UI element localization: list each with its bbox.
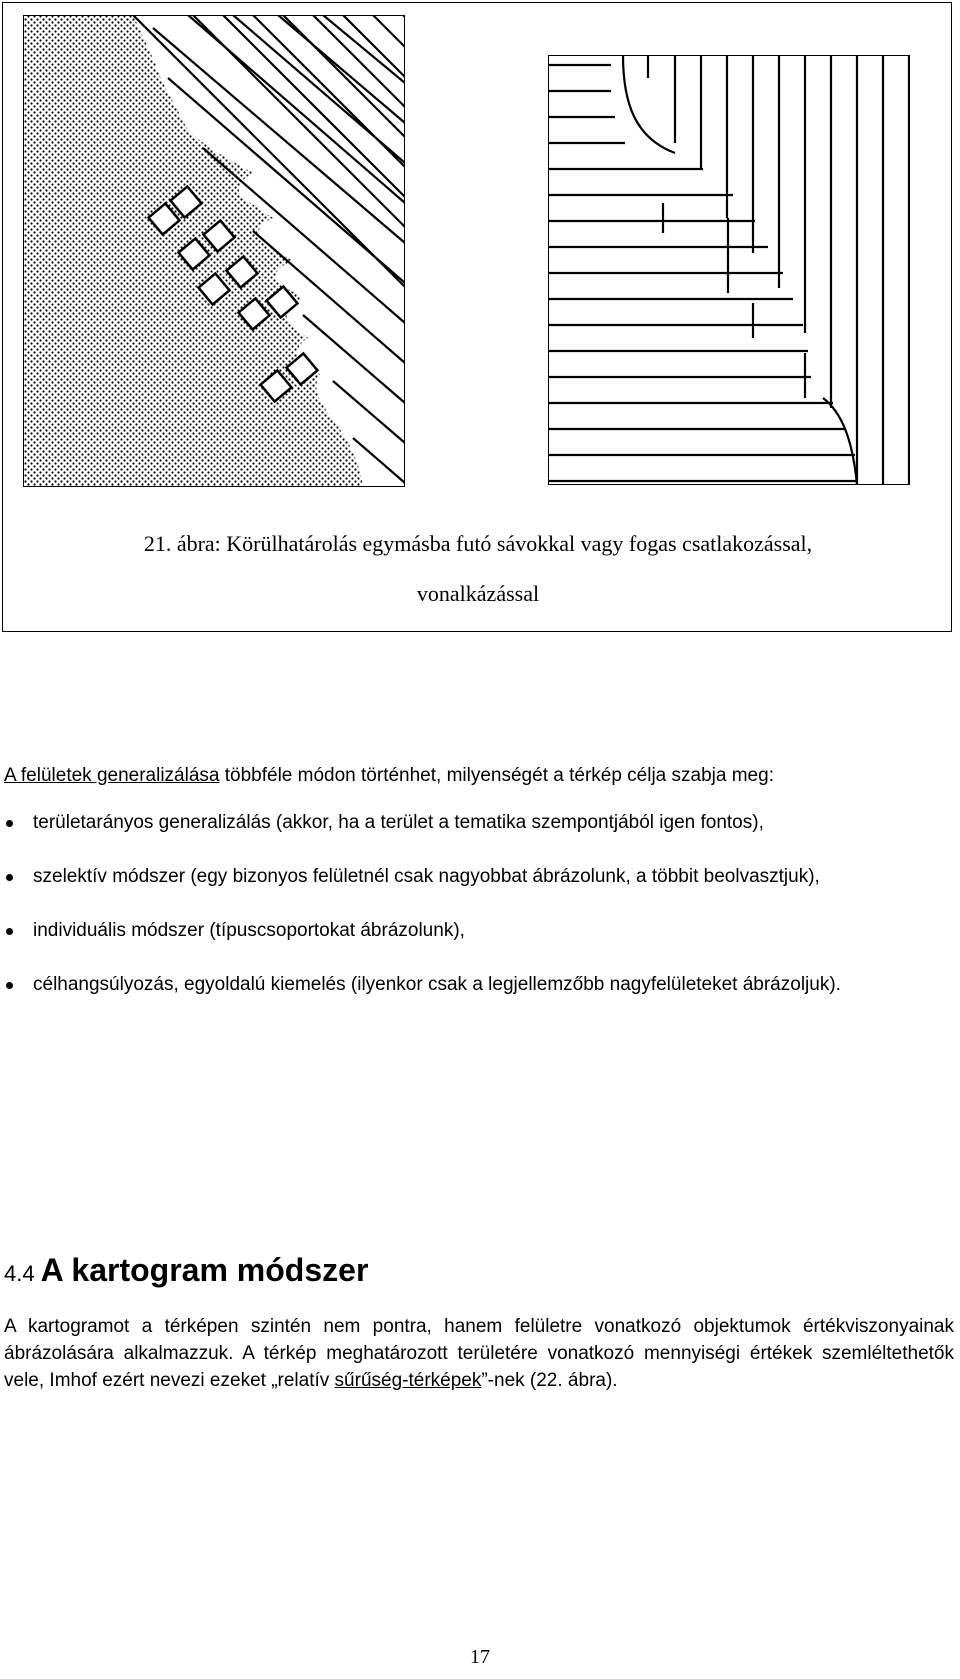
list-item: célhangsúlyozás, egyoldalú kiemelés (ilyenkor csak a legjellemzőbb nagyfelületeket ábrázoljuk). xyxy=(0,972,955,998)
section-title: A kartogram módszer xyxy=(40,1252,369,1288)
intro-underlined-term: A felületek generalizálása xyxy=(4,765,220,786)
list-item: területarányos generalizálás (akkor, ha a terület a tematika szempontjából igen fontos), xyxy=(0,810,955,836)
intro-paragraph xyxy=(4,762,954,790)
figure-caption-line1: 21. ábra: Körülhatárolás egymásba futó sávokkal vagy fogas csatlakozással, xyxy=(143,531,813,556)
section-number: 4.4 xyxy=(4,1261,35,1286)
figure-caption-line2: vonalkázással xyxy=(416,581,540,606)
bullet-dot xyxy=(6,928,13,935)
generalization-list xyxy=(0,810,955,998)
boundary-illustration xyxy=(3,3,953,503)
figure-frame xyxy=(2,2,952,632)
bullet-dot xyxy=(6,820,13,827)
section-heading xyxy=(4,1250,368,1294)
list-item: szelektív módszer (egy bizonyos felületnél csak nagyobbat ábrázolunk, a többit beolvasztjuk), xyxy=(0,864,955,890)
underlined-term: sűrűség-térképek xyxy=(334,1370,482,1391)
page-number: 17 xyxy=(470,1646,490,1668)
bullet-dot xyxy=(6,982,13,989)
kartogram-paragraph: A kartogramot a térképen szintén nem pontra, hanem felületre vonatkozó objektumok értékviszonyainak ábrázolására alkalmazzuk. A térkép meghatározott területére vonatkozó mennyiségi értékek szemléltethetők vele, Imhof ezért nevezi ezeket „relatív sűrűség-térképek”-nek (22. ábra). xyxy=(4,1316,954,1391)
bullet-dot xyxy=(6,874,13,881)
right-panel xyxy=(548,55,910,485)
intro-text: többféle módon történhet, milyenségét a térkép célja szabja meg: xyxy=(219,765,774,786)
list-item: individuális módszer (típuscsoportokat ábrázolunk), xyxy=(0,918,955,944)
